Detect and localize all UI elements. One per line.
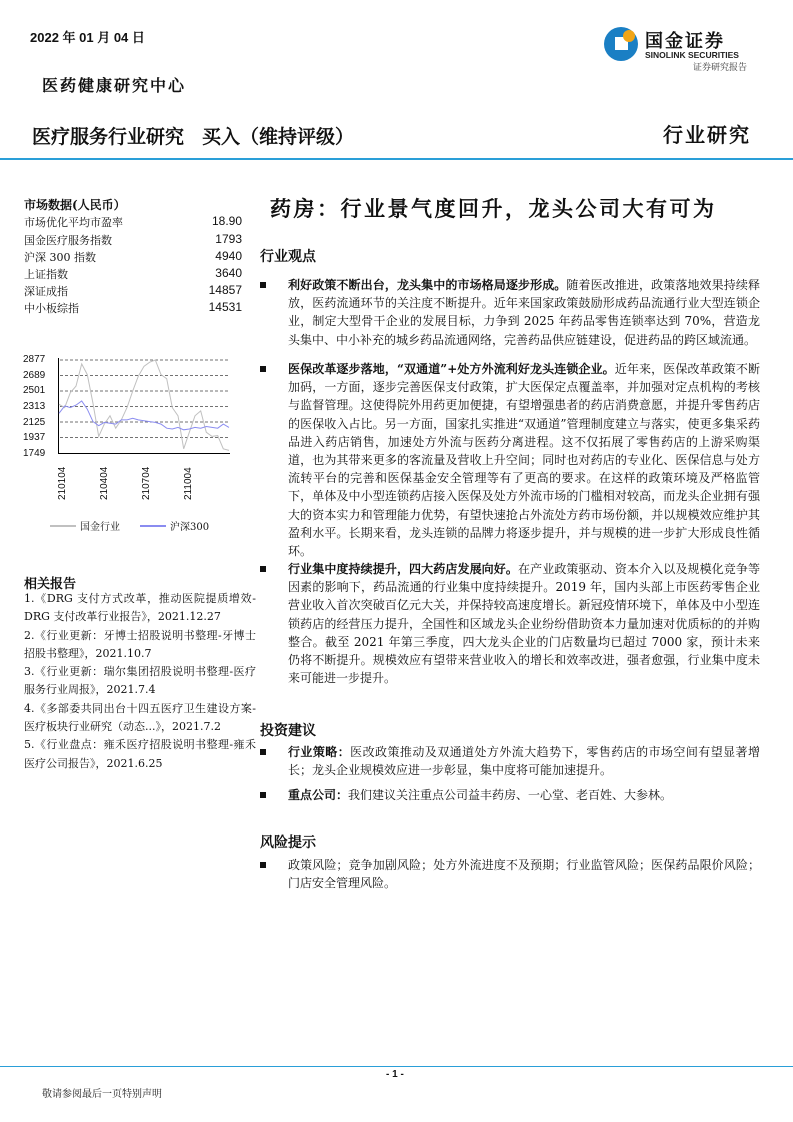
market-data-row (24, 266, 242, 284)
bullet-lead: 行业策略： (288, 745, 351, 759)
sector-rating (32, 122, 354, 149)
index-performance-chart (20, 350, 235, 540)
related-report-item[interactable]: 1.《DRG 支付方式改革，推动医院提质增效-DRG 支付改革行业报告》，2021.12.27 (24, 592, 256, 624)
logo-cn-text: 国金证券 (645, 31, 725, 51)
bullet-text: 政策风险；竞争加剧风险；处方外流进度不及预期；行业监管风险；医保药品限价风险；门店安全管理风险。 (288, 858, 760, 891)
y-tick: 1937 (23, 432, 46, 443)
market-value: 4940 (215, 249, 242, 263)
market-data-row (24, 300, 242, 318)
market-label: 上证指数 (24, 268, 68, 281)
bullet-strategy (260, 743, 760, 779)
market-value: 18.90 (211, 214, 242, 228)
y-tick: 2501 (23, 385, 46, 396)
bullet-text: 随着医改推进，政策落地效果持续释放，医药流通环节的关注度不断提升。近年来国家政策鼓励形成药品流通行业大型连锁企业，制定大型骨干企业的发展目标，力争到 2025 年药品零售连锁率达到 70%，营造龙头集中、中小补充的城乡药品流通网络，完善药品供应链建设，促进药品的跨区域流通。 (288, 278, 760, 347)
bullet-policy (260, 276, 760, 349)
related-report-item[interactable]: 3.《行业更新：瑞尔集团招股说明书整理-医疗服务行业周报》，2021.7.4 (24, 665, 256, 697)
market-value: 14531 (208, 300, 242, 314)
bullet-text: 在产业政策驱动、资本介入以及规模化竞争等因素的影响下，药品流通的行业集中度持续提升。2019 年，国内头部上市医药零售企业营业收入首次突破百亿元大关，并保持较高速度增长。新冠疫情环境下，单体及中小型连锁药店的经营压力提升，全国性和区域龙头企业纷纷借助资本力量加速对优质标的的并购整合。截至 2021 年第三季度，四大龙头企业的门店数量均已超过 7000 家，预计未来仍将不断提升。规模效应有望带来营业收入的增长和效率改进，强者愈强，行业集中度未来可能进一步提升。 (288, 562, 760, 686)
market-data-row (24, 232, 242, 250)
bullet-text: 医改政策推动及双通道处方外流大趋势下，零售药店的市场空间有望显著增长；龙头企业规模效应进一步彰显，集中度将可能加速提升。 (288, 745, 760, 778)
legend-label: 国金行业 (80, 522, 120, 533)
bullet-square-icon (260, 792, 266, 798)
bullet-lead: 利好政策不断出台，龙头集中的市场格局逐步形成。 (288, 278, 567, 292)
related-reports-list (24, 590, 256, 773)
related-reports-title: 相关报告 (24, 577, 77, 592)
market-value: 14857 (208, 283, 242, 297)
report-type: 行业研究 (663, 123, 751, 147)
bullet-square-icon (260, 282, 266, 288)
y-tick: 2689 (23, 370, 46, 381)
x-tick: 210104 (57, 466, 68, 500)
market-data-title: 市场数据(人民币） (24, 198, 126, 212)
bullet-key-companies (260, 786, 760, 804)
section-heading-risk: 风险提示 (260, 835, 316, 851)
bullet-square-icon (260, 749, 266, 755)
market-label: 深证成指 (24, 285, 68, 298)
related-report-item[interactable]: 5.《行业盘点：雍禾医疗招股说明书整理-雍禾医疗公司报告》，2021.6.25 (24, 738, 256, 770)
bullet-square-icon (260, 366, 266, 372)
bullet-text: 近年来，医保改革政策不断加码，一方面，逐步完善医保支付政策，扩大医保定点覆盖率，并加强对定点机构的考核与监督管理。这使得院外用药更加便捷，有望增强患者的药店消费意愿，并提升零售药店的医保收入占比。另一方面，国家扎实推进“双通道”管理制度建立与落实，使更多集采药品进入药店销售，加速处方外流与医药分离进程。这不仅拓展了零售药店的上游采购渠道，也为其带来更多的客流量及营收上升空间；同时也对药店的专业化、医保信息与处方流转平台的完善和医保基金安全管理等有了更高的要求。在这样的政策环境及严格监管下，单体及中小型连锁药店接入医保及处方外流市场的门槛相对较高，而龙头企业拥有强大的资本实力和管理能力优势，有望快速抢占外流处方药市场份额，并以规模效应维护其盈利水平。长期来看，龙头连锁的品牌力将逐步提升，并与规模的进一步扩大形成良性循环。 (288, 362, 760, 559)
bullet-insurance-reform (260, 360, 760, 560)
y-tick: 1749 (23, 448, 46, 459)
legend-item (140, 518, 209, 533)
chart-plot-area (58, 358, 230, 458)
x-tick: 211004 (183, 467, 194, 500)
disclaimer-note: 敬请参阅最后一页特别声明 (42, 1089, 162, 1100)
logo-subtitle: 证券研究报告 (693, 63, 748, 73)
x-tick: 210704 (141, 466, 152, 500)
y-tick: 2125 (23, 417, 46, 428)
market-label: 沪深 300 指数 (24, 251, 96, 264)
bullet-lead: 重点公司： (288, 788, 349, 802)
bullet-text: 我们建议关注重点公司益丰药房、一心堂、老百姓、大参林。 (348, 788, 673, 802)
legend-label: 沪深300 (170, 522, 210, 533)
market-label: 中小板综指 (24, 302, 79, 315)
page-number: - 1 - (386, 1069, 404, 1080)
bullet-square-icon (260, 566, 266, 572)
bullet-square-icon (260, 862, 266, 868)
x-tick: 210404 (99, 466, 110, 500)
sinolink-logo-icon (603, 26, 639, 62)
market-value: 1793 (215, 232, 242, 246)
header-divider (0, 158, 793, 160)
footer-divider (0, 1066, 793, 1067)
related-report-item[interactable]: 4.《多部委共同出台十四五医疗卫生建设方案-医疗板块行业研究（动态...》，2021.7.2 (24, 701, 256, 734)
market-data-row (24, 283, 242, 301)
market-data-row (24, 214, 242, 232)
report-title: 药房：行业景气度回升，龙头公司大有可为 (270, 196, 717, 221)
market-data-row (24, 249, 242, 267)
related-report-item[interactable]: 2.《行业更新：牙博士招股说明书整理-牙博士招股书整理》，2021.10.7 (24, 628, 256, 660)
bullet-risks (260, 856, 760, 892)
legend-swatch-gray (50, 525, 76, 527)
market-label: 国金医疗服务指数 (24, 234, 112, 247)
research-center: 医药健康研究中心 (42, 76, 187, 95)
bullet-concentration (260, 560, 760, 687)
rating-badge: 买入（维持评级） (202, 127, 355, 148)
legend-item (50, 518, 120, 533)
legend-swatch-blue (140, 525, 166, 527)
y-tick: 2877 (23, 354, 46, 365)
section-heading-investment: 投资建议 (260, 723, 316, 739)
logo-en-text: SINOLINK SECURITIES (645, 50, 739, 60)
sector-name: 医疗服务行业研究 (32, 127, 185, 148)
bullet-lead: 行业集中度持续提升，四大药店发展向好。 (288, 562, 518, 576)
bullet-lead: 医保改革逐步落地，“双通道”+处方外流利好龙头连锁企业。 (288, 362, 615, 376)
y-tick: 2313 (23, 401, 46, 412)
report-date: 2022 年 01 月 04 日 (30, 30, 145, 45)
market-value: 3640 (215, 266, 242, 280)
market-label: 市场优化平均市盈率 (24, 216, 123, 229)
section-heading-industry-view: 行业观点 (260, 249, 316, 265)
